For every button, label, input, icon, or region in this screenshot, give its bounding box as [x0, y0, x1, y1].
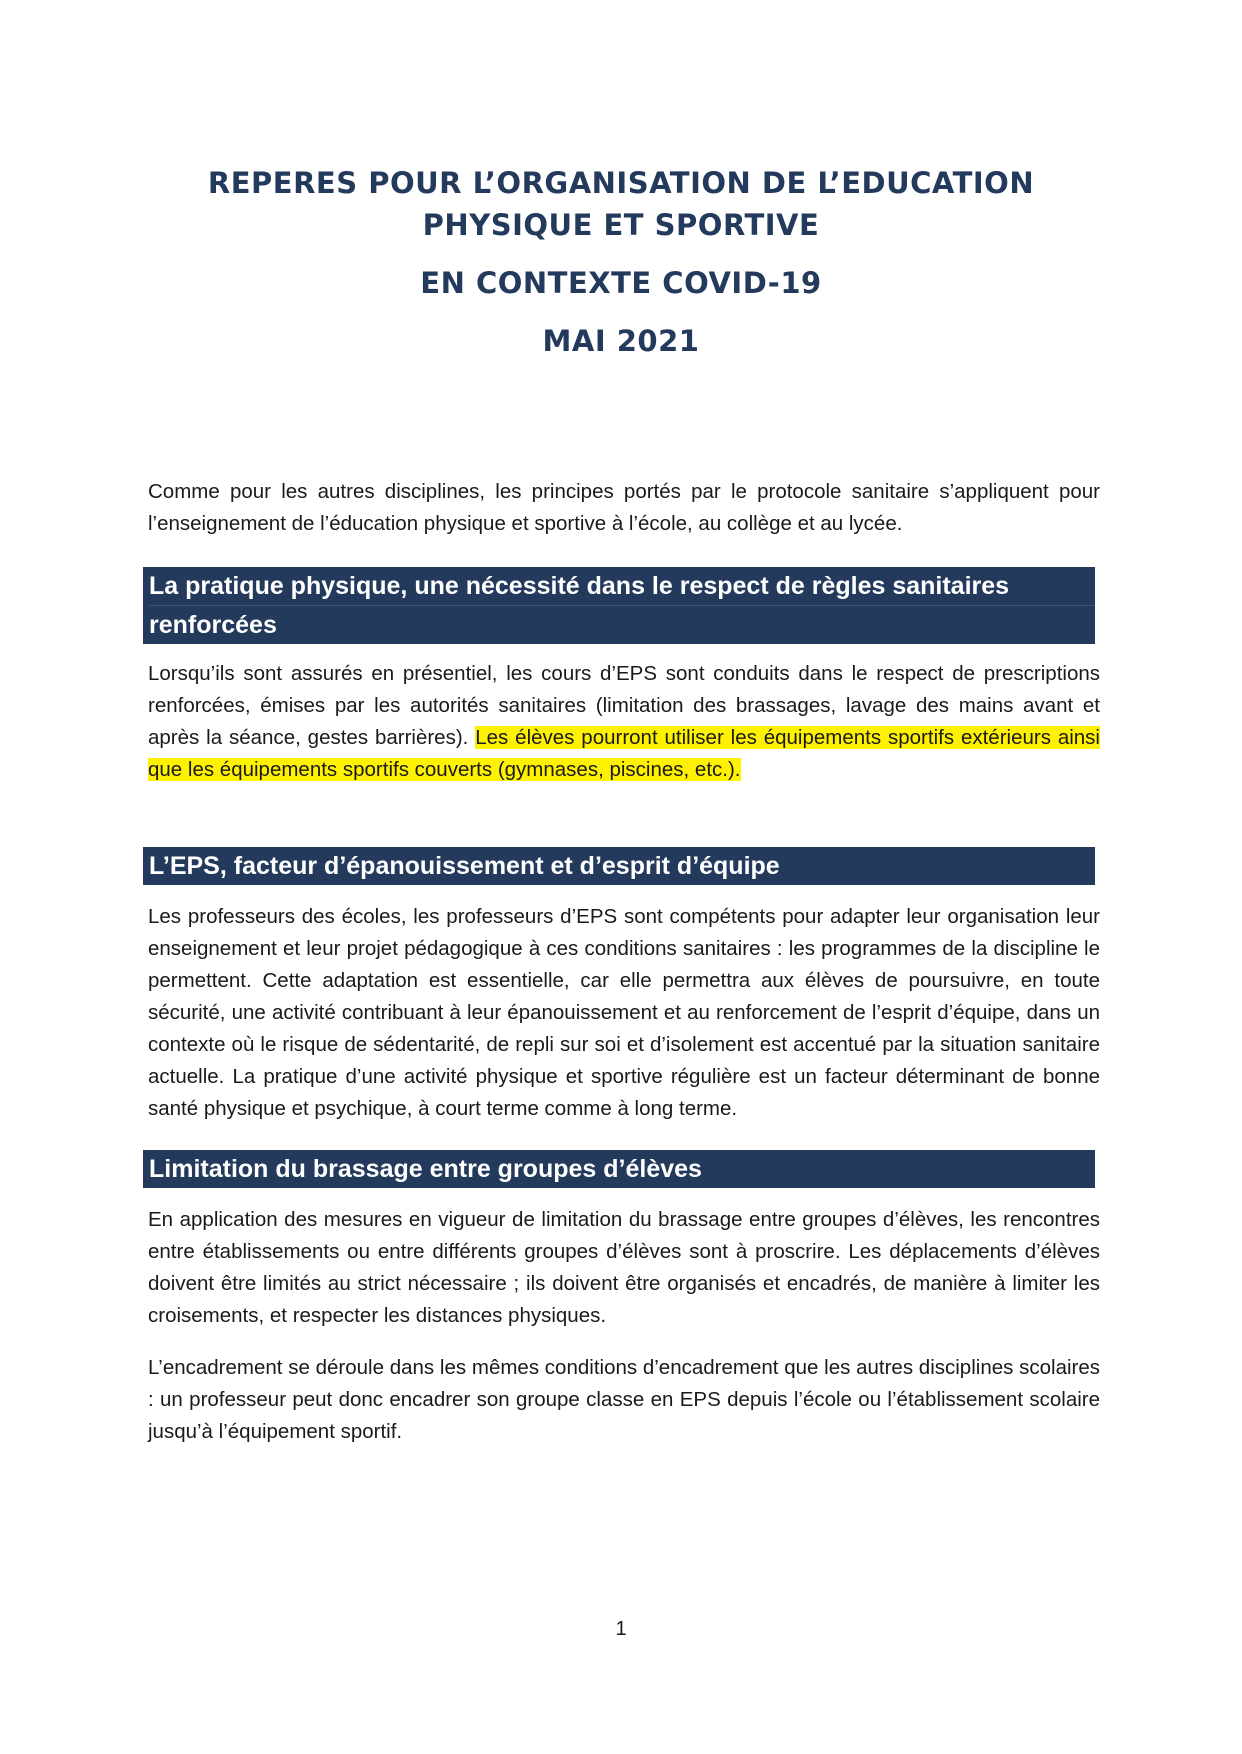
title-line-1: REPERES POUR L’ORGANISATION DE L’EDUCATION [207, 166, 1035, 200]
section-heading-1 [143, 567, 1095, 644]
highlighted-text: Les élèves pourront utiliser les équipements sportifs extérieurs ainsi que les équipements sportifs couverts (gymnases, piscines, etc.). [148, 726, 1100, 781]
title-line-3: EN CONTEXTE COVID-19 [420, 266, 822, 300]
section-heading-1-line-1: La pratique physique, une nécessité dans le respect de règles sanitaires [149, 572, 1010, 600]
section-1-paragraph [148, 658, 1100, 786]
section-3-paragraph-1: En application des mesures en vigueur de limitation du brassage entre groupes d’élèves, les rencontres entre établissements ou entre différents groupes d’élèves sont à proscrire. Les déplacements d’élèves doivent être limités au strict nécessaire ; ils doivent être organisés et encadrés, de manière à limiter les croisements, et respecter les distances physiques. [148, 1208, 1100, 1327]
section-1-text: Lorsqu’ils sont assurés en présentiel, les cours d’EPS sont conduits dans le respect de prescriptions renforcées, émises par les autorités sanitaires (limitation des brassages, lavage des mains avant et après la séance, gestes barrières). [148, 662, 1100, 749]
section-heading-2: L’EPS, facteur d’épanouissement et d’esprit d’équipe [143, 847, 1095, 885]
section-heading-3: Limitation du brassage entre groupes d’élèves [143, 1150, 1095, 1188]
title-line-4: MAI 2021 [542, 324, 700, 358]
page-number: 1 [615, 1618, 627, 1640]
intro-paragraph: Comme pour les autres disciplines, les principes portés par le protocole sanitaire s’appliquent pour l’enseignement de l’éducation physique et sportive à l’école, au collège et au lycée. [148, 480, 1100, 535]
section-2-paragraph: Les professeurs des écoles, les professeurs d’EPS sont compétents pour adapter leur organisation leur enseignement et leur projet pédagogique à ces conditions sanitaires : les programmes de la discipline le permettent. Cette adaptation est essentielle, car elle permettra aux élèves de poursuivre, en toute sécurité, une activité contribuant à leur épanouissement et au renforcement de l’esprit d’équipe, dans un contexte où le risque de sédentarité, de repli sur soi et d’isolement est accentué par la situation sanitaire actuelle. La pratique d’une activité physique et sportive régulière est un facteur déterminant de bonne santé physique et psychique, à court terme comme à long terme. [148, 905, 1100, 1120]
document-title [0, 162, 1242, 246]
title-line-2: PHYSIQUE ET SPORTIVE [422, 208, 820, 242]
section-3-paragraph-2: L’encadrement se déroule dans les mêmes conditions d’encadrement que les autres disciplines scolaires : un professeur peut donc encadrer son groupe classe en EPS depuis l’école ou l’établissement scolaire jusqu’à l’équipement sportif. [148, 1356, 1100, 1443]
section-heading-1-line-2: renforcées [149, 611, 277, 639]
